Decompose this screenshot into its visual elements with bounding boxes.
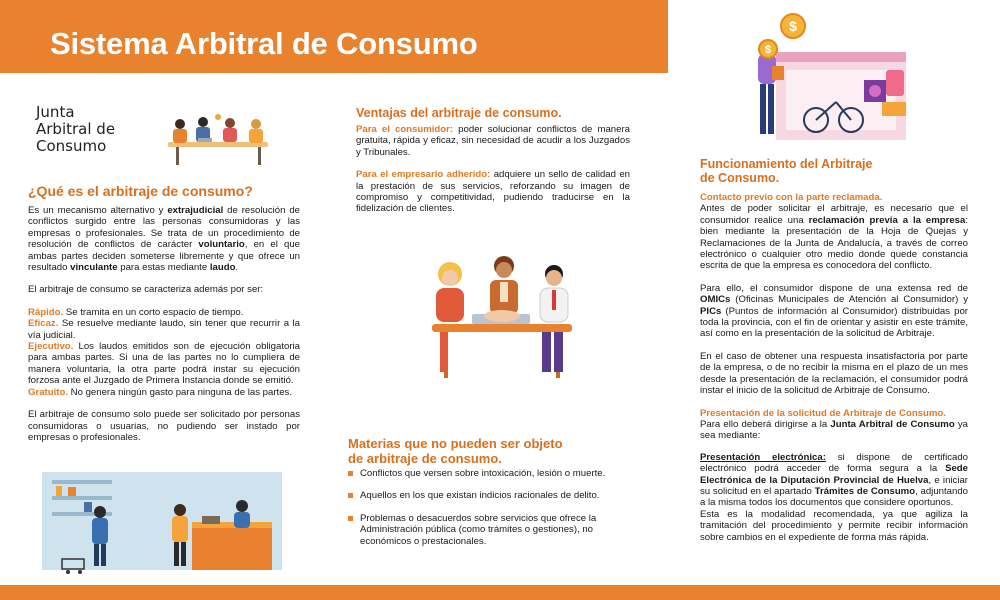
dollar-coin-icon — [757, 38, 779, 60]
materias-heading: Materias que no pueden ser objeto de arbitraje de consumo. — [348, 436, 563, 466]
ejecutivo-item: Ejecutivo. Los laudos emitidos son de ejecución obligatoria para ambas partes. Si una de las partes no lo cumpliera de manera voluntaria, la otra parte podrá instar su ejecución forzosa ante el Juzgado de Primera Instancia donde se emitió. — [28, 341, 300, 387]
contacto-heading: Contacto previo con la parte reclamada. — [700, 192, 883, 203]
solicitud-paragraph: El arbitraje de consumo solo puede ser solicitado por personas consumidoras o usuarias, no pudiendo ser instado por empresas o profesionales. — [28, 409, 300, 443]
junta-logo-text — [36, 104, 115, 155]
modalidad-paragraph: Esta es la modalidad recomendada, ya que agiliza la tramitación del procedimiento y permite recibir información sobre cambios en el expediente de forma más rápida. — [700, 508, 968, 543]
caracteristicas-intro: El arbitraje de consumo se caracteriza además por ser: — [28, 284, 264, 296]
logo-line: Arbitral de — [36, 120, 116, 138]
list-item: Problemas o desacuerdos sobre servicios que ofrece la Administración pública (como trámites o gestiones), no económicos o prestacionales. — [348, 513, 630, 547]
dollar-coin-icon — [779, 12, 807, 40]
shopping-illustration — [736, 10, 916, 146]
bullet-icon — [348, 493, 353, 498]
electronica-paragraph: Presentación electrónica: si dispone de certificado electrónico podrá acceder de forma segura a la Sede Electrónica de la Diputación Provincial de Huelva, e iniciar su solicitud en el apartado Trámites de Consumo, adjuntando a la misma todos los documentos que considere oportunos. — [700, 451, 968, 509]
que-es-section — [28, 205, 300, 454]
que-es-heading: ¿Qué es el arbitraje de consumo? — [28, 183, 253, 199]
title-bar — [0, 0, 668, 73]
bullet-icon — [348, 516, 353, 521]
svg-text:$: $ — [764, 44, 772, 56]
footer-bar — [0, 585, 1000, 600]
list-item: Aquellos en los que existan indicios racionales de delito. — [348, 490, 630, 501]
respuesta-paragraph: En el caso de obtener una respuesta insatisfactoria por parte de la empresa, o de no recibir la misma en el plazo de un mes desde la presentación de la reclamación, el consumidor podrá instar el inicio de la solicitud de Arbitraje de Consumo. — [700, 350, 968, 397]
people-meeting-illustration — [158, 112, 278, 168]
handshake-illustration — [412, 252, 590, 382]
funcionamiento-section — [700, 192, 968, 543]
presentacion-heading: Presentación de la solicitud de Arbitraje de Consumo. — [700, 407, 946, 419]
contacto-paragraph: Antes de poder solicitar el arbitraje, es necesario que el consumidor realice una reclamación previa a la empresa: bien mediante la presentación de la Hoja de Quejas y Reclamaciones de la Junta de Andalucía, a través de correo electrónico o cualquier otro medio donde quede constancia escrita de que la empresa es conocedora del conflicto. — [700, 203, 968, 272]
list-item: Conflictos que versen sobre intoxicación, lesión o muerte. — [348, 468, 630, 479]
shopping-cart-illustration — [60, 555, 90, 575]
ventajas-section — [356, 124, 630, 226]
dirigirse-paragraph: Para ello deberá dirigirse a la Junta Arbitral de Consumo ya sea mediante: — [700, 418, 968, 442]
logo-line: Consumo — [36, 137, 107, 155]
logo-line: Junta — [36, 103, 75, 121]
materias-list — [348, 468, 630, 558]
que-es-paragraph: Es un mecanismo alternativo y extrajudicial de resolución de conflictos surgido entre las personas consumidoras y las empresas o profesionales. Se trata de un procedimiento de resolución de conflictos de carácter voluntario, en el que ambas partes deciden someterse libremente y que ofrece un resultado vinculante para estas mediante laudo. — [28, 205, 301, 274]
caracteristicas-list — [28, 307, 300, 398]
ventajas-heading: Ventajas del arbitraje de consumo. — [356, 106, 562, 120]
page-title: Sistema Arbitral de Consumo — [50, 26, 478, 61]
rapido-item: Rápido. Se tramita en un corto espacio de tiempo. — [28, 306, 244, 318]
svg-text:$: $ — [789, 18, 797, 34]
ventaja-empresario: Para el empresario adherido: adquiere un sello de calidad en la prestación de sus servicios, reforzando su imagen de compromiso y competitividad, pudiendo traducirse en la fidelización de clientes. — [356, 169, 630, 215]
gratuito-item: Gratuito. No genera ningún gasto para ninguna de las partes. — [28, 386, 292, 398]
ventaja-consumidor: Para el consumidor: poder solucionar conflictos de manera gratuita, rápida y eficaz, sin necesidad de acudir a los Juzgados y Tribunales. — [356, 124, 630, 158]
bullet-icon — [348, 471, 353, 476]
omics-paragraph: Para ello, el consumidor dispone de una extensa red de OMICs (Oficinas Municipales de Atención al Consumidor) y PICs (Puntos de información al Consumidor) distribuidas por toda la provincia, con el fin de orientar y asistir en este trámite, así como en la presentación de la solicitud de Arbitraje. — [700, 282, 968, 340]
funcionamiento-heading: Funcionamiento del Arbitraje de Consumo. — [700, 157, 873, 185]
eficaz-item: Eficaz. Se resuelve mediante laudo, sin tener que recurrir a la vía judicial. — [28, 318, 300, 341]
